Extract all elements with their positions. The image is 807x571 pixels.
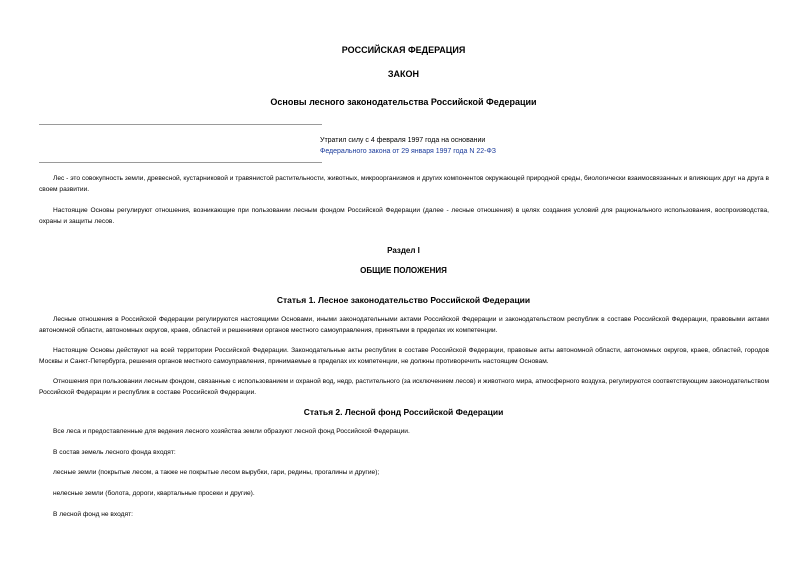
law-title: Основы лесного законодательства Российской Федерации [270, 97, 537, 107]
divider-bottom [39, 162, 322, 163]
article-2-line-1: Все леса и предоставленные для ведения лесного хозяйства земли образуют лесной фонд Российской Федерации. [53, 428, 410, 435]
section-number: Раздел I [387, 246, 420, 255]
preamble-paragraph-2: Настоящие Основы регулируют отношения, возникающие при пользовании лесным фондом Российской Федерации (далее - лесные отношения) в целях создания условий для рационального использования, воспроизводства, охраны и защиты лесов. [39, 207, 769, 225]
repeal-law-link[interactable]: Федерального закона от 29 января 1997 года N 22-ФЗ [320, 148, 496, 155]
status-note [320, 135, 580, 157]
status-note-text: Утратил силу с 4 февраля 1997 года на основании [320, 137, 486, 144]
article-2-line-4: нелесные земли (болота, дороги, квартальные просеки и другие). [53, 490, 255, 497]
article-2-line-5: В лесной фонд не входят: [53, 511, 133, 518]
divider-top [39, 124, 322, 125]
article-2-line-2: В состав земель лесного фонда входят: [53, 449, 176, 456]
section-title: ОБЩИЕ ПОЛОЖЕНИЯ [360, 266, 447, 275]
article-2-title: Статья 2. Лесной фонд Российской Федерации [303, 407, 504, 417]
article-1-paragraph-2: Настоящие Основы действуют на всей территории Российской Федерации. Законодательные акты республик в составе Российской Федерации, правовые акты автономной области, автономных округов, краев, областей, городов Москвы и Санкт-Петербурга, решения органов местного самоуправления, принимаемые в пределах их компетенции, не должны противоречить настоящим Основам. [39, 347, 769, 365]
article-1-paragraph-3: Отношения при пользовании лесным фондом, связанные с использованием и охраной вод, недр, растительного (за исключением лесов) и животного мира, атмосферного воздуха, регулируются соответствующим законодательством Российской Федерации и республик в составе Российской Федерации. [39, 378, 769, 396]
doc-type-heading: ЗАКОН [387, 69, 420, 79]
article-1-paragraph-1: Лесные отношения в Российской Федерации регулируются настоящими Основами, иными законодательными актами Российской Федерации и законодательством республик в составе Российской Федерации, правовыми актами автономной области, автономных округов, краев, областей и решениями органов местного самоуправления, принятыми в пределах их компетенции. [39, 316, 769, 334]
preamble-paragraph-1: Лес - это совокупность земли, древесной, кустарниковой и травянистой растительности, животных, микроорганизмов и других компонентов окружающей природной среды, биологически взаимосвязанных и влияющих друг на друга в своем развитии. [39, 175, 769, 193]
article-2-line-3: лесные земли (покрытые лесом, а также не покрытые лесом вырубки, гари, редины, прогалины и другие); [53, 469, 380, 476]
article-1-title: Статья 1. Лесное законодательство Российской Федерации [276, 295, 531, 305]
country-heading: РОССИЙСКАЯ ФЕДЕРАЦИЯ [341, 45, 466, 55]
